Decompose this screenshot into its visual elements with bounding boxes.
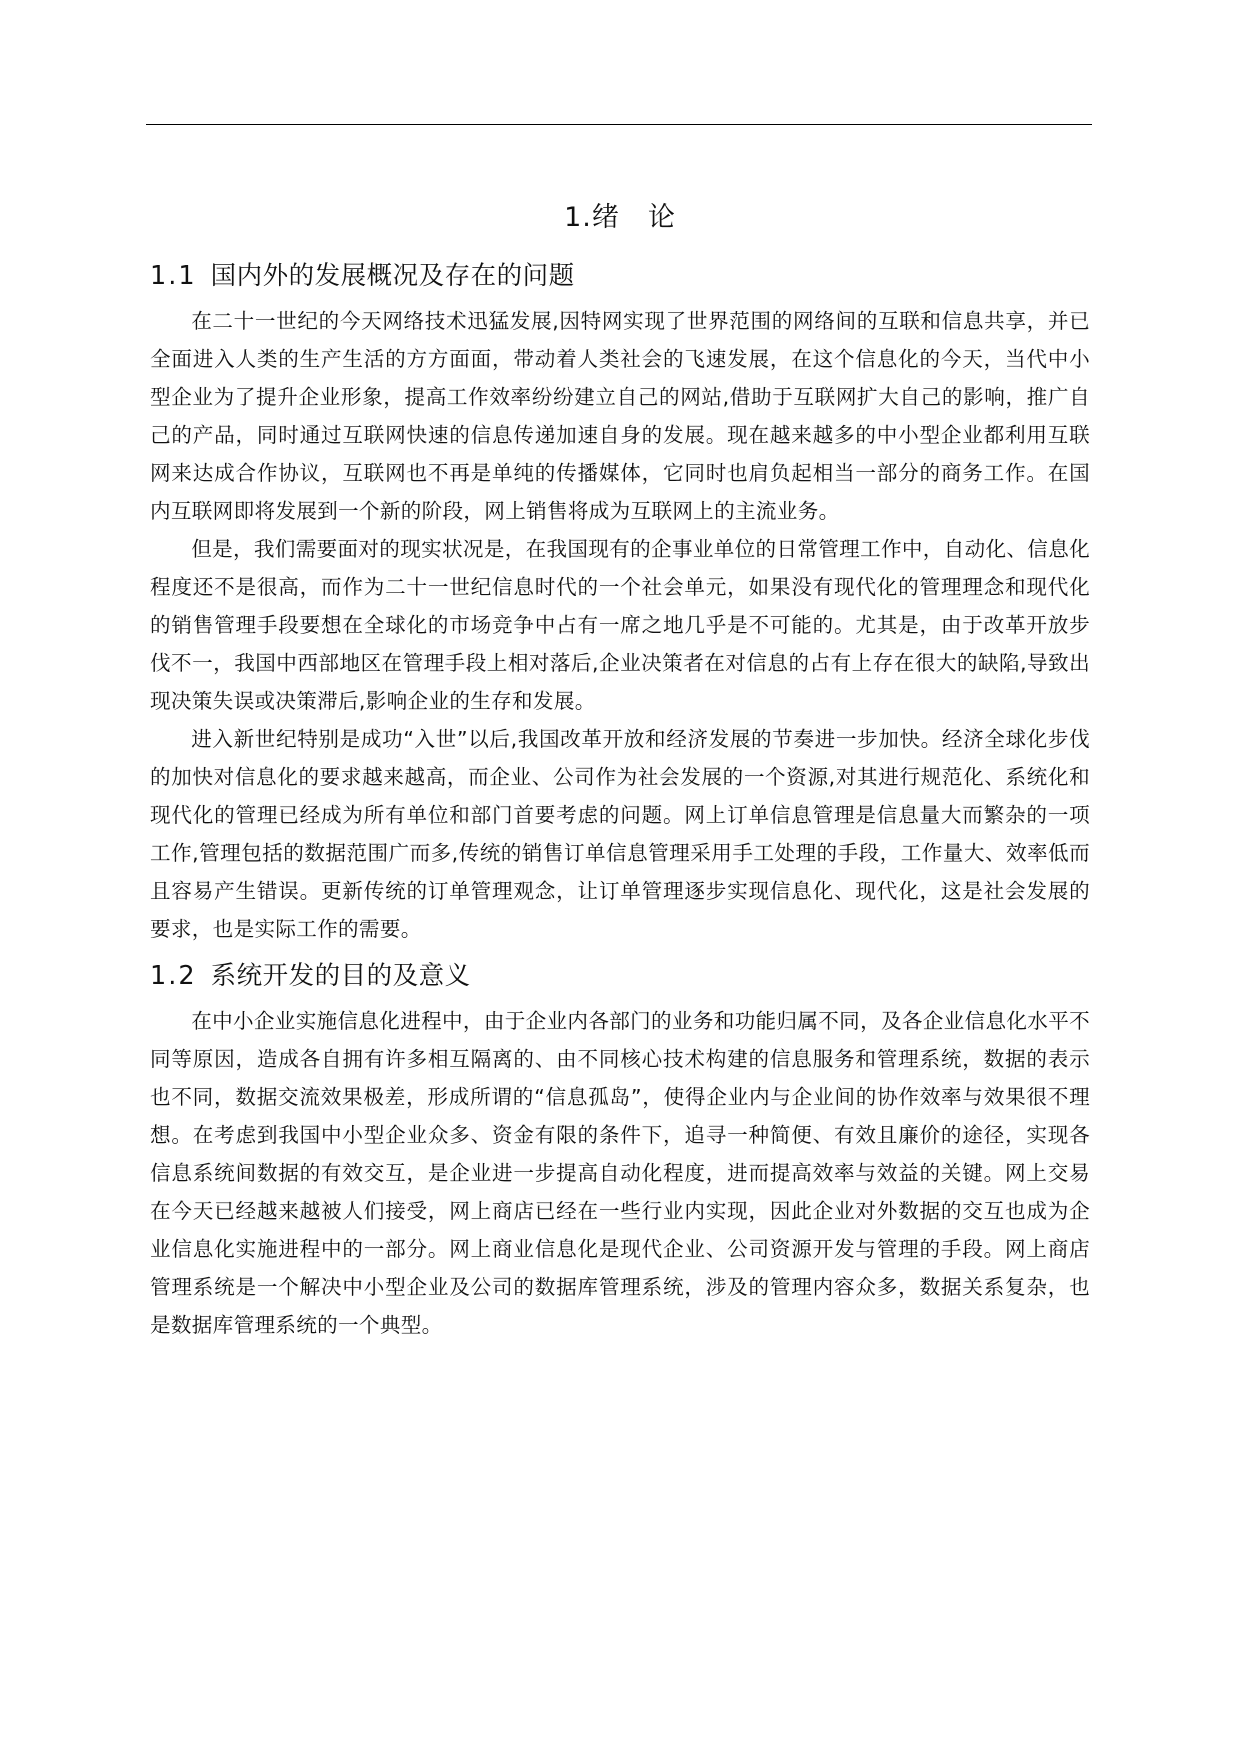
paragraph: 进入新世纪特别是成功“入世”以后,我国改革开放和经济发展的节奏进一步加快。经济全球化步伐的加快对信息化的要求越来越高，而企业、公司作为社会发展的一个资源,对其进行规范化、系统化和现代化的管理已经成为所有单位和部门首要考虑的问题。网上订单信息管理是信息量大而繁杂的一项工作,管理包括的数据范围广而多,传统的销售订单信息管理采用手工处理的手段，工作量大、效率低而且容易产生错误。更新传统的订单管理观念，让订单管理逐步实现信息化、现代化，这是社会发展的要求，也是实际工作的需要。 [150,727,1090,941]
section-number: 1.1 [150,261,197,291]
paragraph: 在中小企业实施信息化进程中，由于企业内各部门的业务和功能归属不同，及各企业信息化水平不同等原因，造成各自拥有许多相互隔离的、由不同核心技术构建的信息服务和管理系统，数据的表示也不同，数据交流效果极差，形成所谓的“信息孤岛”，使得企业内与企业间的协作效率与效果很不理想。在考虑到我国中小型企业众多、资金有限的条件下，追寻一种简便、有效且廉价的途径，实现各信息系统间数据的有效交互，是企业进一步提高自动化程度，进而提高效率与效益的关键。网上交易在今天已经越来越被人们接受，网上商店已经在一些行业内实现，因此企业对外数据的交互也成为企业信息化实施进程中的一部分。网上商业信息化是现代企业、公司资源开发与管理的手段。网上商店管理系统是一个解决中小型企业及公司的数据库管理系统，涉及的管理内容众多，数据关系复杂，也是数据库管理系统的一个典型。 [150,1009,1090,1337]
paragraph: 在二十一世纪的今天网络技术迅猛发展,因特网实现了世界范围的网络间的互联和信息共享，并已全面进入人类的生产生活的方方面面，带动着人类社会的飞速发展，在这个信息化的今天，当代中小型企业为了提升企业形象，提高工作效率纷纷建立自己的网站,借助于互联网扩大自己的影响，推广自己的产品，同时通过互联网快速的信息传递加速自身的发展。现在越来越多的中小型企业都利用互联网来达成合作协议，互联网也不再是单纯的传播媒体，它同时也肩负起相当一部分的商务工作。在国内互联网即将发展到一个新的阶段，网上销售将成为互联网上的主流业务。 [150,309,1090,523]
header-rule [146,124,1092,125]
section-heading [150,956,1090,996]
section-title: 国内外的发展概况及存在的问题 [210,261,575,291]
chapter-title-char-1: 绪 [591,202,620,233]
chapter-title-char-2: 论 [647,202,676,233]
chapter-number: 1. [564,202,592,233]
section-1-1 [150,256,1090,948]
paragraph: 但是，我们需要面对的现实状况是，在我国现有的企事业单位的日常管理工作中，自动化、信息化程度还不是很高，而作为二十一世纪信息时代的一个社会单元，如果没有现代化的管理理念和现代化的销售管理手段要想在全球化的市场竞争中占有一席之地几乎是不可能的。尤其是，由于改革开放步伐不一，我国中西部地区在管理手段上相对落后,企业决策者在对信息的占有上存在很大的缺陷,导致出现决策失误或决策滞后,影响企业的生存和发展。 [150,537,1090,713]
section-heading [150,256,1090,296]
section-1-2 [150,956,1090,1344]
section-title: 系统开发的目的及意义 [210,961,471,991]
section-number: 1.2 [150,961,197,991]
chapter-title [150,198,1090,238]
page-content [150,198,1090,1352]
